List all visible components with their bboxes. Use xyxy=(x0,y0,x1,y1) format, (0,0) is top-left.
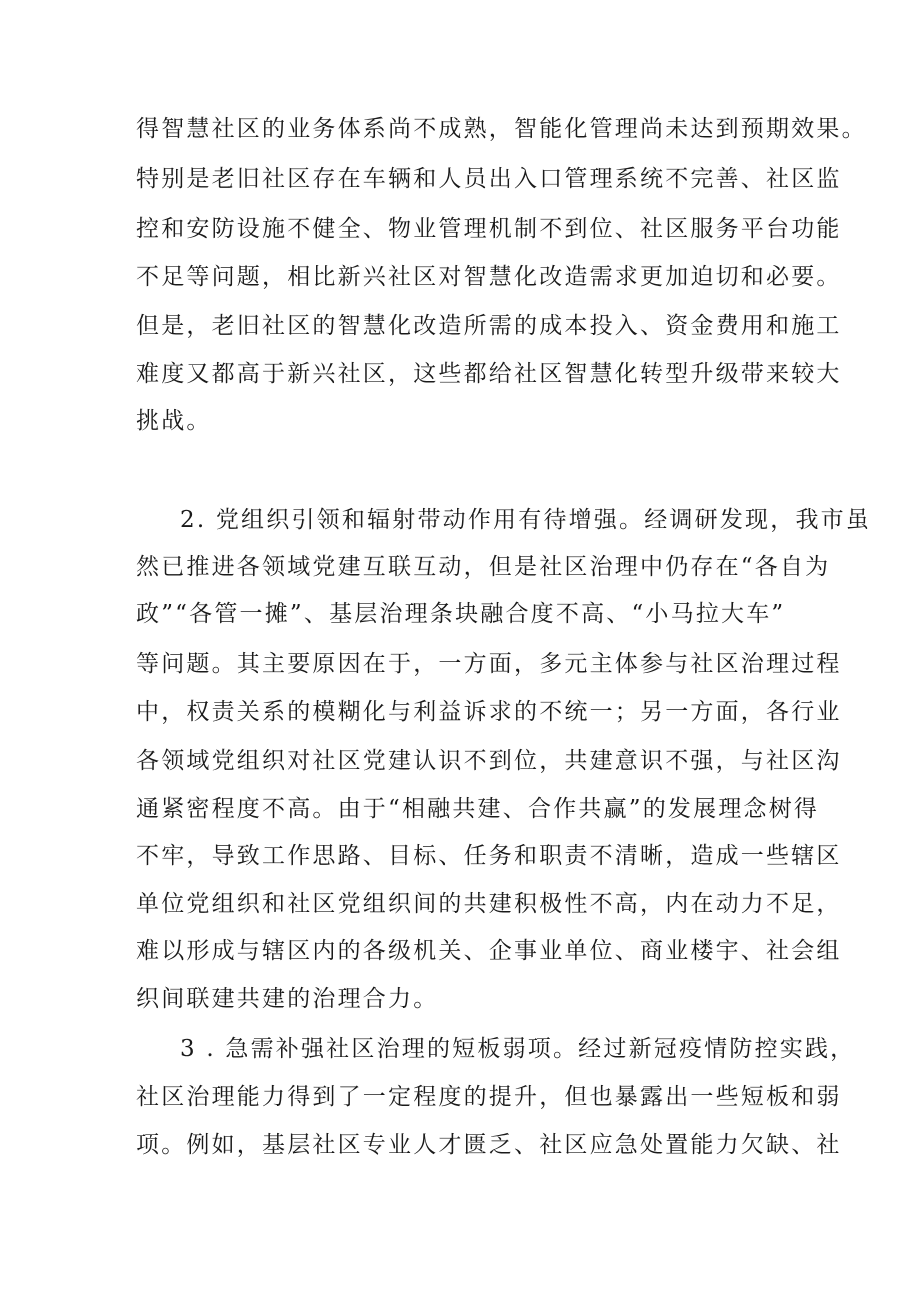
paragraph-2-line-8: 不牢，导致工作思路、目标、任务和职责不清晰，造成一些辖区 xyxy=(136,843,842,869)
paragraph-2-line-5: 中，权责关系的模糊化与利益诉求的不统一；另一方面，各行业 xyxy=(136,699,842,725)
paragraph-1-line-4: 不足等问题，相比新兴社区对智慧化改造需求更加迫切和必要。 xyxy=(136,264,842,290)
paragraph-2-line-9: 单位党组织和社区党组织间的共建积极性不高，内在动力不足， xyxy=(136,891,842,917)
paragraph-2-line-6: 各领域党组织对社区党建认识不到位，共建意识不强，与社区沟 xyxy=(136,748,842,774)
paragraph-2-line-4: 等问题。其主要原因在于，一方面，多元主体参与社区治理过程 xyxy=(136,651,842,677)
paragraph-2-line-2: 然已推进各领域党建互联互动，但是社区治理中仍存在“各自为 xyxy=(136,554,831,580)
paragraph-1-line-6: 难度又都高于新兴社区，这些都给社区智慧化转型升级带来较大 xyxy=(136,361,842,387)
paragraph-1-line-2: 特别是老旧社区存在车辆和人员出入口管理系统不完善、社区监 xyxy=(136,166,842,192)
paragraph-2-line-11: 织间联建共建的治理合力。 xyxy=(136,986,439,1012)
paragraph-2-line-7: 通紧密程度不高。由于“相融共建、合作共赢”的发展理念树得 xyxy=(136,796,820,822)
paragraph-3-line-2: 社区治理能力得到了一定程度的提升，但也暴露出一些短板和弱 xyxy=(136,1084,842,1110)
paragraph-1-line-1: 得智慧社区的业务体系尚不成熟，智能化管理尚未达到预期效果。 xyxy=(136,116,867,142)
paragraph-3-line-1: 3 . 急需补强社区治理的短板弱项。经过新冠疫情防控实践， xyxy=(180,1036,856,1062)
paragraph-1-line-5: 但是，老旧社区的智慧化改造所需的成本投入、资金费用和施工 xyxy=(136,313,842,339)
paragraph-3-line-3: 项。例如，基层社区专业人才匮乏、社区应急处置能力欠缺、社 xyxy=(136,1132,842,1158)
paragraph-1-line-3: 控和安防设施不健全、物业管理机制不到位、社区服务平台功能 xyxy=(136,216,842,242)
paragraph-2-line-1: 2. 党组织引领和辐射带动作用有待增强。经调研发现，我市虽 xyxy=(180,507,872,533)
paragraph-2-line-10: 难以形成与辖区内的各级机关、企事业单位、商业楼宇、社会组 xyxy=(136,938,842,964)
paragraph-1-line-7: 挑战。 xyxy=(136,408,212,434)
paragraph-2-line-3: 政”“各管一摊”、基层治理条块融合度不高、“小马拉大车” xyxy=(136,601,786,627)
